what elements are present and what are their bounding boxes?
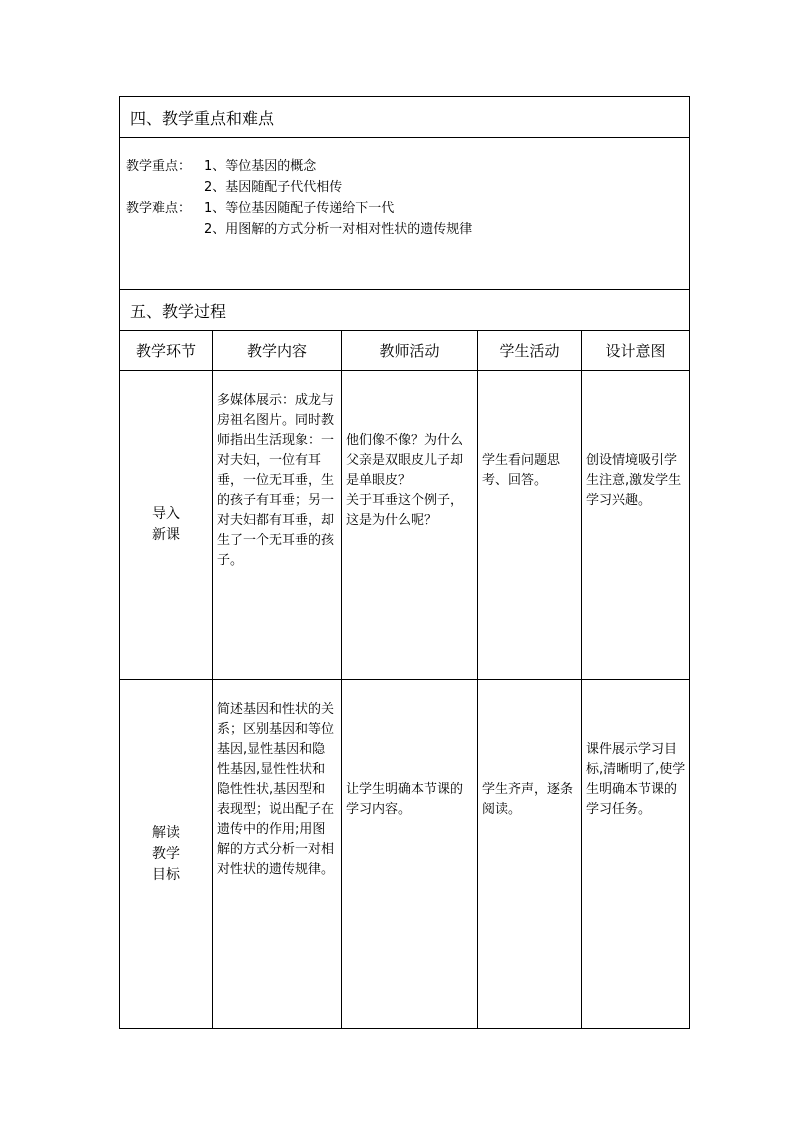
stage-cell: [120, 680, 213, 1029]
table-row: [120, 371, 690, 680]
stage-label: 解读 教学 目标: [152, 824, 180, 883]
key-difficult-points: [120, 138, 690, 290]
content-cell: 简述基因和性状的关系；区别基因和等位基因,显性基因和隐性基因,显性性状和隐性性状,基因型和表现型；说出配子在遗传中的作用;用图解的方式分析一对相对性状的遗传规律。: [213, 680, 342, 1029]
difficulty-label: 教学难点：: [126, 201, 192, 216]
header-teacher-activity: 教师活动: [342, 331, 478, 371]
key-point-1: 1、等位基因的概念: [204, 159, 317, 174]
student-activity-cell: 学生齐声，逐条阅读。: [478, 680, 582, 1029]
section-5-title: 五、教学过程: [120, 290, 690, 331]
header-student-activity: 学生活动: [478, 331, 582, 371]
key-points-label: 教学重点：: [126, 159, 192, 174]
section-4-title: 四、教学重点和难点: [120, 97, 690, 138]
table-header-row: [120, 331, 690, 371]
difficulty-line-1: [126, 198, 689, 219]
difficulty-1: 1、等位基因随配子传递给下一代: [204, 201, 395, 216]
key-point-2: 2、基因随配子代代相传: [204, 180, 343, 195]
table-row: [120, 680, 690, 1029]
difficulty-2: 2、用图解的方式分析一对相对性状的遗传规律: [204, 222, 473, 237]
stage-label: 导入 新课: [152, 506, 180, 543]
student-activity-cell: 学生看问题思考、回答。: [478, 371, 582, 680]
header-content: 教学内容: [213, 331, 342, 371]
key-point-line-1: [126, 156, 689, 177]
design-intent-cell: 创设情境吸引学生注意,激发学生学习兴趣。: [582, 371, 690, 680]
content-cell: 多媒体展示：成龙与房祖名图片。同时教师指出生活现象：一对夫妇，一位有耳垂，一位无耳垂，生的孩子有耳垂；另一对夫妇都有耳垂，却生了一个无耳垂的孩子。: [213, 371, 342, 680]
teacher-activity-cell: 他们像不像？为什么父亲是双眼皮儿子却是单眼皮？ 关于耳垂这个例子，这是为什么呢？: [342, 371, 478, 680]
header-design-intent: 设计意图: [582, 331, 690, 371]
header-stage: 教学环节: [120, 331, 213, 371]
lesson-plan-table: [119, 96, 690, 1029]
stage-cell: [120, 371, 213, 680]
key-point-line-2: [126, 177, 689, 198]
teacher-activity-cell: 让学生明确本节课的学习内容。: [342, 680, 478, 1029]
difficulty-line-2: [126, 219, 689, 240]
design-intent-cell: 课件展示学习目标,清晰明了,使学生明确本节课的学习任务。: [582, 680, 690, 1029]
